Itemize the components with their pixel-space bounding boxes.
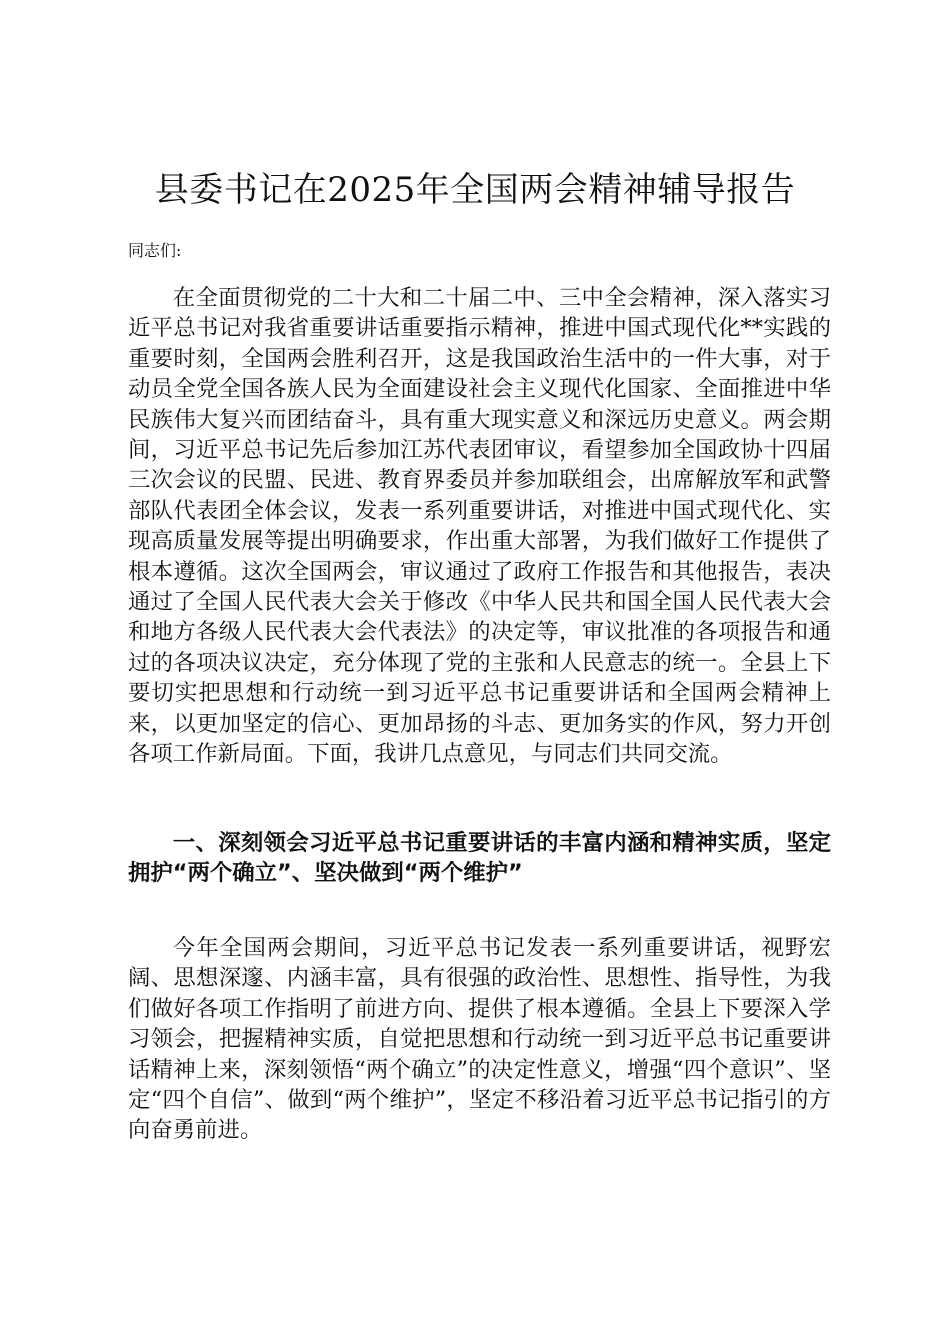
body-paragraph-2: 今年全国两会期间，习近平总书记发表一系列重要讲话，视野宏阔、思想深邃、内涵丰富，具有很强的政治性、思想性、指导性，为我们做好各项工作指明了前进方向、提供了根本遵循。全县上下要深入学习领会，把握精神实质，自觉把思想和行动统一到习近平总书记重要讲话精神上来，深刻领悟“两个确立”的决定性意义，增强“四个意识”、坚定“四个自信”、做到“两个维护”，坚定不移沿着习近平总书记指引的方向奋勇前进。 bbox=[128, 935, 831, 1144]
salutation: 同志们: bbox=[128, 241, 182, 260]
document-title: 县委书记在2025年全国两会精神辅导报告 bbox=[154, 170, 796, 210]
body-paragraph-1: 在全面贯彻党的二十大和二十届二中、三中全会精神，深入落实习近平总书记对我省重要讲话重要指示精神，推进中国式现代化**实践的重要时刻，全国两会胜利召开，这是我国政治生活中的一件大事，对于动员全党全国各族人民为全面建设社会主义现代化国家、全面推进中华民族伟大复兴而团结奋斗，具有重大现实意义和深远历史意义。两会期间，习近平总书记先后参加江苏代表团审议，看望参加全国政协十四届三次会议的民盟、民进、教育界委员并参加联组会，出席解放军和武警部队代表团全体会议，发表一系列重要讲话，对推进中国式现代化、实现高质量发展等提出明确要求，作出重大部署，为我们做好工作提供了根本遵循。这次全国两会，审议通过了政府工作报告和其他报告，表决通过了全国人民代表大会关于修改《中华人民共和国全国人民代表大会和地方各级人民代表大会代表法》的决定等，审议批准的各项报告和通过的各项决议决定，充分体现了党的主张和人民意志的统一。全县上下要切实把思想和行动统一到习近平总书记重要讲话和全国两会精神上来，以更加坚定的信心、更加昂扬的斗志、更加务实的作风，努力开创各项工作新局面。下面，我讲几点意见，与同志们共同交流。 bbox=[128, 285, 831, 768]
section-heading-1: 一、深刻领会习近平总书记重要讲话的丰富内涵和精神实质，坚定拥护“两个确立”、坚决做到“两个维护” bbox=[128, 830, 831, 887]
